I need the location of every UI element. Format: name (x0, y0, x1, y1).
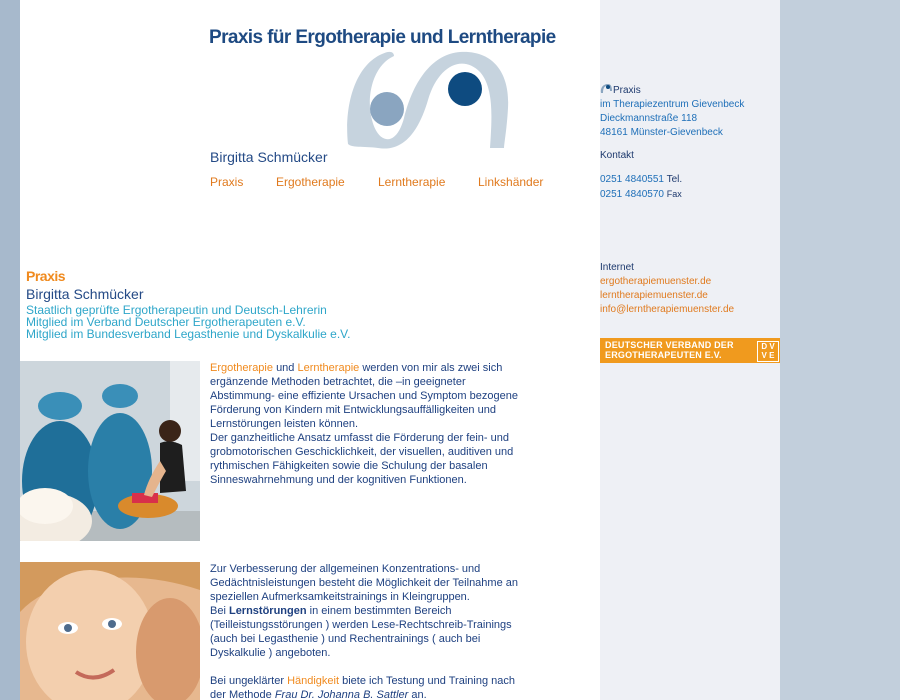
haendigkeit-link[interactable]: Händigkeit (287, 675, 340, 687)
logo-title: Praxis für Ergotherapie und Lerntherapie (209, 27, 556, 48)
therapy-room-photo (20, 361, 200, 541)
address-line: im Therapiezentrum Gievenbeck (600, 99, 745, 110)
nav-lerntherapie[interactable]: Lerntherapie (378, 175, 446, 189)
intro-paragraph (210, 361, 528, 487)
section-owner-name: Birgitta Schmücker (26, 286, 144, 302)
dve-logo-icon (757, 341, 779, 362)
lernstoerungen-bold: Lernstörungen (228, 605, 307, 617)
nav-praxis[interactable]: Praxis (210, 175, 244, 189)
sattler-method: Frau Dr. Johanna B. Sattler (274, 689, 409, 700)
intro-text: werden von mir als zwei sich ergänzende Methoden betrachtet, die –in geeigneter Abstimmung- eine effiziente Ursachen und Symptom bezogene Förderung von Kindern mit Entwicklungsauffälligkeiten und Lernstörungen leisten können. (210, 362, 518, 430)
holistic-text: Der ganzheitliche Ansatz umfasst die Förderung der fein- und grobmotorischen Geschicklichkeit, der visuellen, auditiven und rythmischen Fähigkeiten sowie die Schulung der basalen Sinneswahrnehmung und der kognitiven Funktionen. (210, 432, 514, 486)
dve-box-bottom: V E (761, 351, 775, 360)
dve-banner-text (605, 340, 734, 360)
haendigkeit-text: biete ich Testung und Training nach der Methode (210, 675, 515, 700)
child-portrait-illustration (20, 562, 200, 700)
dve-box-top: D V (761, 342, 775, 351)
qualification-item: Staatlich geprüfte Ergotherapeutin und Deutsch-Lehrerin (26, 303, 327, 317)
nav-linkshaender[interactable]: Linkshänder (478, 175, 544, 189)
concentration-text: Zur Verbesserung der allgemeinen Konzentrations- und Gedächtnisleistungen besteht die Möglichkeit der Teilnahme an speziellen Aufmerksamkeitstrainings in Kleingruppen. (210, 563, 518, 603)
dve-line-1: DEUTSCHER VERBAND DER (605, 340, 734, 350)
tel-number[interactable]: 0251 4840551 (600, 174, 664, 185)
contact-sidebar (600, 0, 780, 700)
website-link-ergo[interactable]: ergotherapiemuenster.de (600, 276, 712, 287)
address-line: 48161 Münster-Gievenbeck (600, 127, 723, 138)
dve-banner[interactable] (600, 338, 780, 363)
lernstoerungen-text: in einem bestimmten Bereich (Teilleistungsstörungen ) werden Lese-Rechtschreib-Trainings (auch bei Legasthenie ) und Rechentrainings ( auch bei Dyskalkulie ) angeboten. (210, 605, 512, 659)
qualification-item: Mitglied im Bundesverband Legasthenie und Dyskalkulie e.V. (26, 327, 351, 341)
praxis-label: Praxis (613, 85, 641, 96)
address-line: Dieckmannstraße 118 (600, 113, 698, 124)
section-title: Praxis (26, 268, 66, 284)
haendigkeit-end: an. (411, 689, 427, 700)
dve-line-2: ERGOTHERAPEUTEN E.V. (605, 350, 722, 360)
tel-label: Tel. (666, 174, 683, 185)
ergotherapie-link[interactable]: Ergotherapie (210, 362, 273, 374)
training-paragraph (210, 562, 528, 700)
lerntherapie-link[interactable]: Lerntherapie (297, 362, 360, 374)
fax-number: 0251 4840570 (600, 189, 664, 200)
owner-name: Birgitta Schmücker (210, 149, 328, 165)
logo-swirl-icon (344, 48, 514, 152)
right-edge-strip (780, 0, 900, 700)
internet-block (600, 261, 734, 317)
child-photo (20, 562, 200, 700)
internet-label: Internet (600, 262, 634, 273)
left-edge-strip (0, 0, 20, 700)
address-block (600, 83, 744, 140)
and-text: und (276, 362, 295, 374)
haendigkeit-prefix: Bei ungeklärter (210, 675, 284, 687)
main-content (20, 0, 600, 700)
kontakt-label: Kontakt (600, 150, 634, 161)
qualifications-list (26, 304, 350, 340)
email-link[interactable]: info@lerntherapiemuenster.de (600, 304, 735, 315)
fax-label: Fax (666, 189, 682, 199)
qualification-item: Mitglied im Verband Deutscher Ergotherapeuten e.V. (26, 315, 306, 329)
website-link-lern[interactable]: lerntherapiemuenster.de (600, 290, 708, 301)
bei-text: Bei (210, 605, 226, 617)
nav-ergotherapie[interactable]: Ergotherapie (276, 175, 345, 189)
therapy-room-illustration (20, 361, 200, 541)
praxis-logo-icon (600, 83, 613, 94)
phone-block (600, 173, 682, 202)
